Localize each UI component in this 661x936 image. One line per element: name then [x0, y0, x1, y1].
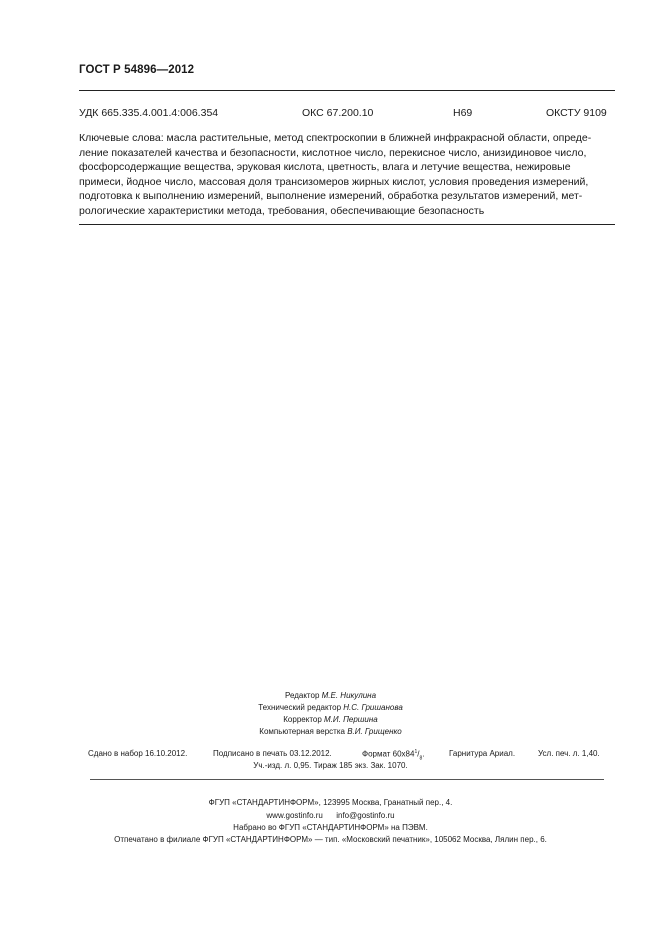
format-num: 1	[414, 749, 418, 755]
publication-line-2: Уч.-изд. л. 0,95. Тираж 185 экз. Зак. 1070.	[253, 761, 408, 770]
print-format: Формат $60x84^1/_8$.	[362, 749, 425, 762]
credit-role: Технический редактор	[258, 703, 342, 712]
format-prefix: Формат 60x84	[362, 749, 415, 759]
credit-role: Компьютерная верстка	[259, 727, 345, 736]
n-code: Н69	[453, 107, 473, 119]
credit-layout	[0, 726, 661, 738]
print-sheets: Усл. печ. л. 1,40.	[538, 749, 600, 758]
credit-editor	[0, 690, 661, 702]
document-code: ГОСТ Р 54896—2012	[79, 64, 195, 76]
format-den: 8	[419, 755, 423, 762]
okstu-code: ОКСТУ 9109	[546, 107, 607, 119]
imprint-line-3: Набрано во ФГУП «СТАНДАРТИНФОРМ» на ПЭВМ.	[233, 823, 428, 832]
header-rule	[79, 90, 615, 91]
keywords-rule	[79, 224, 615, 225]
udk-code: УДК 665.335.4.001.4:006.354	[79, 107, 219, 119]
credit-corrector	[0, 714, 661, 726]
credit-person: М.Е. Никулина	[321, 691, 377, 700]
imprint-rule	[90, 779, 604, 780]
imprint-line-1: ФГУП «СТАНДАРТИНФОРМ», 123995 Москва, Гранатный пер., 4.	[208, 798, 453, 807]
keywords-paragraph: Ключевые слова: масла растительные, метод спектроскопии в ближней инфракрасной области, опреде- ление показателей качества и безопасности, кислотное число, перекисное число, анизидиновое число, фосфорсодержащие вещества, эруковая кислота, цветность, влага и летучие вещества, нежировые примеси, йодное число, массовая доля трансизомеров жирных кислот, условия проведения измерений, подготовка к выполнению измерений, выполнение измерений, обработка результатов измерений, мет- рологические характеристики метода, требования, обеспечивающие безопасность	[79, 132, 592, 217]
credit-person: Н.С. Гришанова	[343, 703, 403, 712]
website-link[interactable]: www.gostinfo.ru	[266, 811, 323, 820]
credit-tech-editor	[0, 702, 661, 714]
imprint-line-4: Отпечатано в филиале ФГУП «СТАНДАРТИНФОРМ» — тип. «Московский печатник», 105062 Москва, Лялин пер., 6.	[114, 835, 547, 844]
credit-role: Редактор	[284, 691, 320, 700]
email-link[interactable]: info@gostinfo.ru	[336, 811, 395, 820]
credit-person: М.И. Першина	[324, 715, 378, 724]
signed-date: Подписано в печать 03.12.2012.	[213, 749, 332, 758]
credit-person: В.И. Грищенко	[347, 727, 402, 736]
sent-date: Сдано в набор 16.10.2012.	[88, 749, 188, 758]
oks-code: ОКС 67.200.10	[302, 107, 374, 119]
typeface: Гарнитура Ариал.	[449, 749, 516, 758]
credit-role: Корректор	[283, 715, 322, 724]
